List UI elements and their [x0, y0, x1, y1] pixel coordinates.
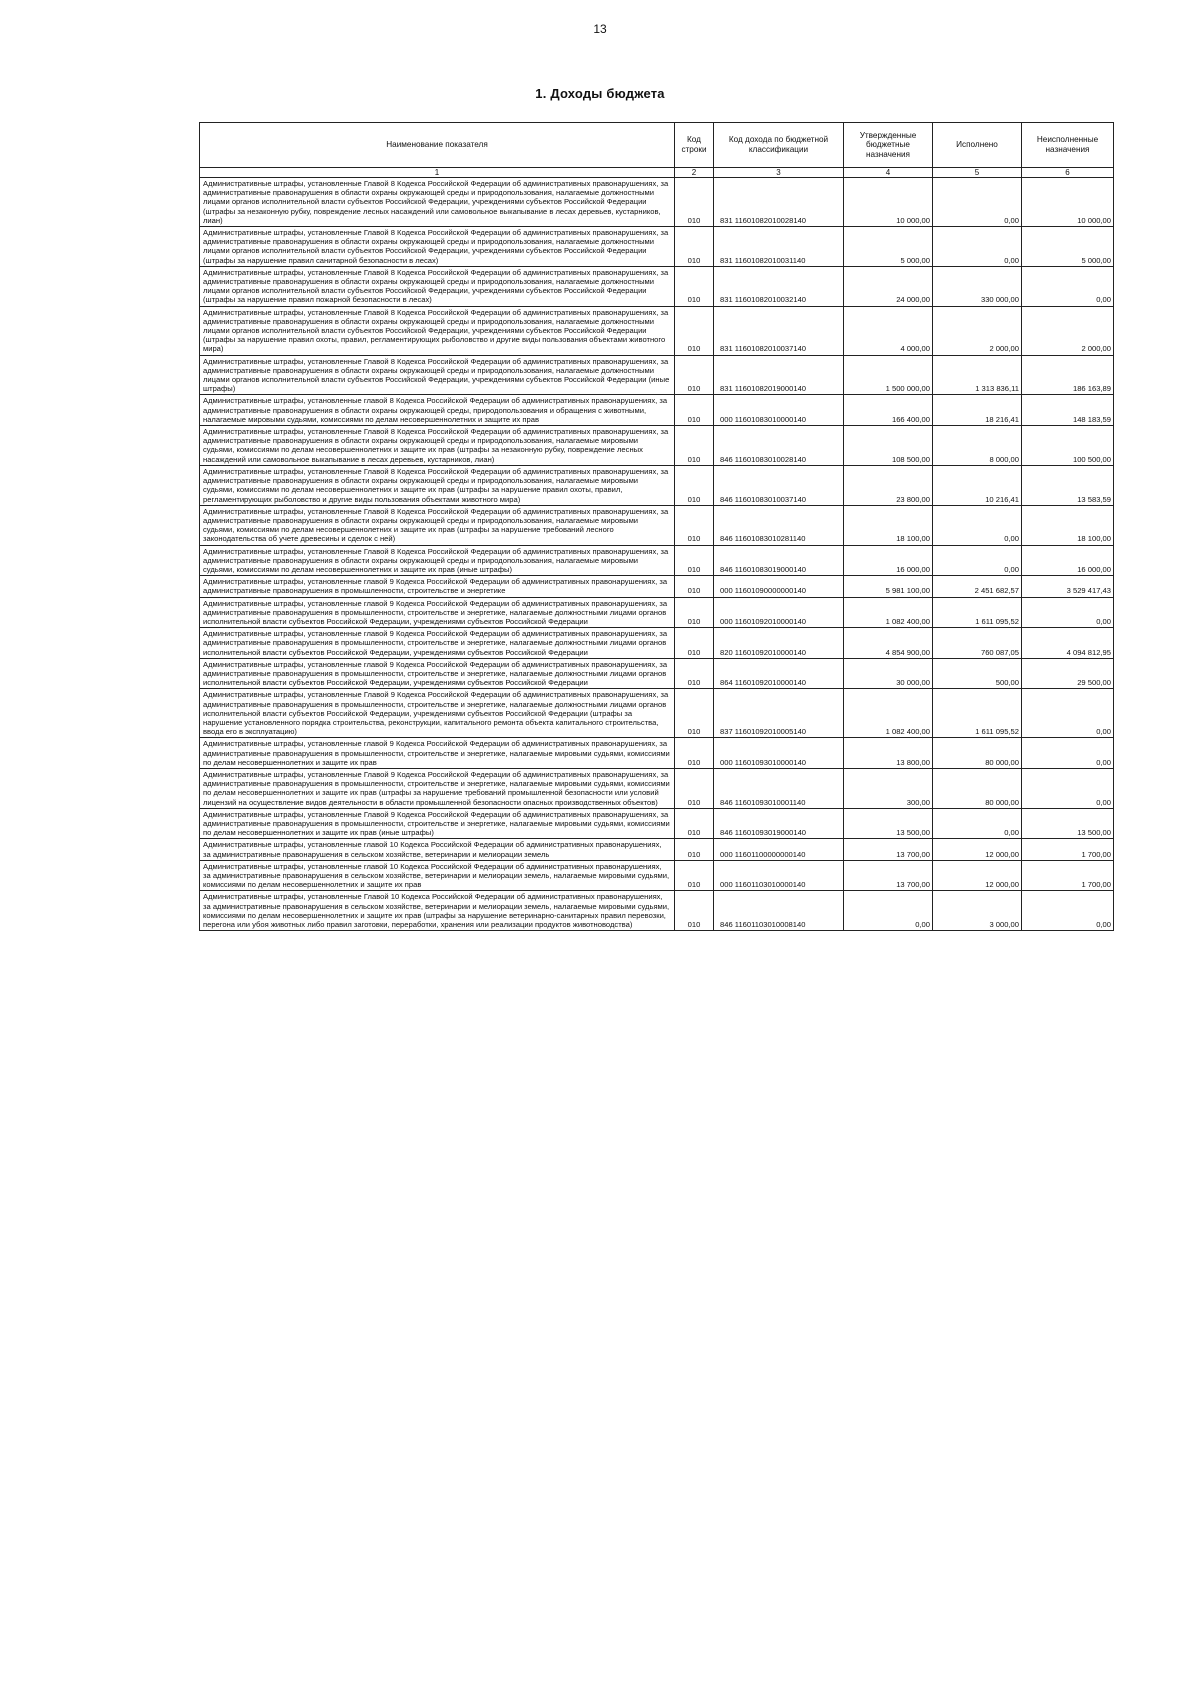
row-executed: 1 313 836,11 — [933, 355, 1022, 395]
table-row — [200, 576, 1114, 597]
table-row — [200, 689, 1114, 738]
row-approved: 1 082 400,00 — [844, 597, 933, 628]
row-approved: 13 500,00 — [844, 808, 933, 839]
row-budget-code: 846 11601083010281140 — [714, 505, 844, 545]
table-row — [200, 891, 1114, 931]
row-executed: 1 611 095,52 — [933, 597, 1022, 628]
row-budget-code: 000 11601092010000140 — [714, 597, 844, 628]
row-name: Административные штрафы, установленные Главой 10 Кодекса Российской Федерации об административных правонарушениях, за административные правонарушения в сельском хозяйстве, ветеринарии и мелиорации земель, налагаемые мировыми судьями, комиссиями по делам несовершеннолетних и защите их прав (штрафы за нарушение ветеринарно-санитарных правил перевозки, перегона или убоя животных либо правил заготовки, переработки, хранения или реализации продуктов животноводства) — [200, 891, 675, 931]
row-line-code: 010 — [675, 860, 714, 891]
table-row — [200, 306, 1114, 355]
header-kbk: Код дохода по бюджетной классификации — [714, 123, 844, 168]
row-name: Административные штрафы, установленные Главой 8 Кодекса Российской Федерации об административных правонарушениях, за административные правонарушения в области охраны окружающей среды и природопользования, налагаемые мировыми судьями, комиссиями по делам несовершеннолетних и защите их прав (иные штрафы) — [200, 545, 675, 576]
row-budget-code: 000 11601100000000140 — [714, 839, 844, 860]
row-line-code: 010 — [675, 689, 714, 738]
row-line-code: 010 — [675, 658, 714, 689]
row-line-code: 010 — [675, 505, 714, 545]
row-executed: 330 000,00 — [933, 266, 1022, 306]
row-unexecuted: 3 529 417,43 — [1022, 576, 1114, 597]
row-unexecuted: 0,00 — [1022, 689, 1114, 738]
row-line-code: 010 — [675, 768, 714, 808]
row-unexecuted: 5 000,00 — [1022, 227, 1114, 267]
table-row — [200, 839, 1114, 860]
row-line-code: 010 — [675, 839, 714, 860]
row-line-code: 010 — [675, 808, 714, 839]
table-row — [200, 178, 1114, 227]
column-number: 3 — [714, 168, 844, 178]
row-approved: 300,00 — [844, 768, 933, 808]
column-number: 5 — [933, 168, 1022, 178]
row-budget-code: 846 11601083010037140 — [714, 465, 844, 505]
row-name: Административные штрафы, установленные Главой 8 Кодекса Российской Федерации об административных правонарушениях, за административные правонарушения в области охраны окружающей среды и природопользования, налагаемые должностными лицами органов исполнительной власти субъектов Российской Федерации, учреждениями субъектов Российской Федерации (штрафы за нарушение правил санитарной безопасности в лесах) — [200, 227, 675, 267]
table-row — [200, 768, 1114, 808]
row-unexecuted: 100 500,00 — [1022, 426, 1114, 466]
row-executed: 0,00 — [933, 808, 1022, 839]
column-number: 2 — [675, 168, 714, 178]
row-line-code: 010 — [675, 576, 714, 597]
page-number: 13 — [593, 22, 607, 36]
budget-income-table — [199, 122, 1114, 931]
table-body — [200, 178, 1114, 931]
row-executed: 0,00 — [933, 545, 1022, 576]
table-row — [200, 808, 1114, 839]
table-row — [200, 395, 1114, 426]
row-name: Административные штрафы, установленные Главой 8 Кодекса Российской Федерации об административных правонарушениях, за административные правонарушения в области охраны окружающей среды и природопользования, налагаемые должностными лицами органов исполнительной власти субъектов Российской Федерации, учреждениями субъектов Российской Федерации (штрафы за нарушение правил пожарной безопасности в лесах) — [200, 266, 675, 306]
row-line-code: 010 — [675, 355, 714, 395]
row-name: Административные штрафы, установленные Главой 8 Кодекса Российской Федерации об административных правонарушениях, за административные правонарушения в области охраны окружающей среды и природопользования, налагаемые мировыми судьями, комиссиями по делам несовершеннолетних и защите их прав (штрафы за нарушение правил охоты, правил, регламентирующих рыболовство и другие виды пользования объектами животного мира) — [200, 465, 675, 505]
row-approved: 10 000,00 — [844, 178, 933, 227]
row-budget-code: 837 11601092010005140 — [714, 689, 844, 738]
row-approved: 13 700,00 — [844, 839, 933, 860]
row-approved: 18 100,00 — [844, 505, 933, 545]
row-executed: 1 611 095,52 — [933, 689, 1022, 738]
row-approved: 23 800,00 — [844, 465, 933, 505]
row-approved: 4 854 900,00 — [844, 628, 933, 659]
row-approved: 5 981 100,00 — [844, 576, 933, 597]
row-approved: 166 400,00 — [844, 395, 933, 426]
row-line-code: 010 — [675, 306, 714, 355]
row-unexecuted: 13 500,00 — [1022, 808, 1114, 839]
row-name: Административные штрафы, установленные Главой 9 Кодекса Российской Федерации об административных правонарушениях, за административные правонарушения в промышленности, строительстве и энергетике, налагаемые мировыми судьями, комиссиями по делам несовершеннолетних и защите их прав (штрафы за нарушение требований промышленной безопасности или условий лицензий на осуществление видов деятельности в области промышленной безопасности опасных производственных объектов) — [200, 768, 675, 808]
table-row — [200, 426, 1114, 466]
table-row — [200, 465, 1114, 505]
row-approved: 108 500,00 — [844, 426, 933, 466]
row-name: Административные штрафы, установленные главой 9 Кодекса Российской Федерации об административных правонарушениях, за административные правонарушения в промышленности, строительстве и энергетике, налагаемые должностными лицами органов исполнительной власти субъектов Российской Федерации, учреждениями субъектов Российской Федерации — [200, 628, 675, 659]
row-executed: 8 000,00 — [933, 426, 1022, 466]
table-row — [200, 628, 1114, 659]
row-line-code: 010 — [675, 178, 714, 227]
row-line-code: 010 — [675, 628, 714, 659]
row-approved: 0,00 — [844, 891, 933, 931]
row-name: Административные штрафы, установленные главой 10 Кодекса Российской Федерации об административных правонарушениях, за административные правонарушения в сельском хозяйстве, ветеринарии и мелиорации земель, налагаемые мировыми судьями, комиссиями по делам несовершеннолетних и защите их прав — [200, 860, 675, 891]
page-title: 1. Доходы бюджета — [535, 86, 665, 101]
row-approved: 5 000,00 — [844, 227, 933, 267]
row-executed: 18 216,41 — [933, 395, 1022, 426]
row-approved: 16 000,00 — [844, 545, 933, 576]
table-row — [200, 597, 1114, 628]
row-budget-code: 846 11601083010028140 — [714, 426, 844, 466]
row-executed: 12 000,00 — [933, 839, 1022, 860]
row-name: Административные штрафы, установленные Главой 8 Кодекса Российской Федерации об административных правонарушениях, за административные правонарушения в области охраны окружающей среды и природопользования, налагаемые мировыми судьями, комиссиями по делам несовершеннолетних и защите их прав (штрафы за незаконную рубку, повреждение лесных насаждений или самовольное выкапывание в лесах деревьев, кустарников, лиан) — [200, 426, 675, 466]
row-budget-code: 831 11601082010037140 — [714, 306, 844, 355]
row-executed: 10 216,41 — [933, 465, 1022, 505]
row-unexecuted: 1 700,00 — [1022, 860, 1114, 891]
row-unexecuted: 0,00 — [1022, 891, 1114, 931]
row-name: Административные штрафы, установленные главой 8 Кодекса Российской Федерации об административных правонарушениях, за административные правонарушения в области охраны окружающей среды, природопользования и обращения с животными, налагаемые мировыми судьями, комиссиями по делам несовершеннолетних и защите их прав — [200, 395, 675, 426]
row-unexecuted: 148 183,59 — [1022, 395, 1114, 426]
row-name: Административные штрафы, установленные Главой 8 Кодекса Российской Федерации об административных правонарушениях, за административные правонарушения в области охраны окружающей среды и природопользования, налагаемые мировыми судьями, комиссиями по делам несовершеннолетних и защите их прав (штрафы за нарушение требований лесного законодательства об учете древесины и сделок с ней) — [200, 505, 675, 545]
header-unexecuted: Неисполненные назначения — [1022, 123, 1114, 168]
table-row — [200, 355, 1114, 395]
row-name: Административные штрафы, установленные главой 9 Кодекса Российской Федерации об административных правонарушениях, за административные правонарушения в промышленности, строительстве и энергетике, налагаемые мировыми судьями, комиссиями по делам несовершеннолетних и защите их прав — [200, 738, 675, 769]
row-executed: 3 000,00 — [933, 891, 1022, 931]
row-budget-code: 000 11601093010000140 — [714, 738, 844, 769]
row-approved: 30 000,00 — [844, 658, 933, 689]
row-line-code: 010 — [675, 545, 714, 576]
row-executed: 2 000,00 — [933, 306, 1022, 355]
row-name: Административные штрафы, установленные Главой 8 Кодекса Российской Федерации об административных правонарушениях, за административные правонарушения в области охраны окружающей среды и природопользования, налагаемые должностными лицами органов исполнительной власти субъектов Российской Федерации, учреждениями субъектов Российской Федерации (штрафы за нарушение правил охоты, правил, регламентирующих рыболовство и другие виды пользования объектами животного мира) — [200, 306, 675, 355]
row-line-code: 010 — [675, 891, 714, 931]
row-unexecuted: 0,00 — [1022, 266, 1114, 306]
row-unexecuted: 4 094 812,95 — [1022, 628, 1114, 659]
row-unexecuted: 16 000,00 — [1022, 545, 1114, 576]
table-row — [200, 266, 1114, 306]
row-approved: 1 082 400,00 — [844, 689, 933, 738]
row-budget-code: 831 11601082010032140 — [714, 266, 844, 306]
row-name: Административные штрафы, установленные Главой 8 Кодекса Российской Федерации об административных правонарушениях, за административные правонарушения в области охраны окружающей среды и природопользования, налагаемые должностными лицами органов исполнительной власти субъектов Российской Федерации, учреждениями субъектов Российской Федерации (штрафы за незаконную рубку, повреждение лесных насаждений или самовольное выкапывание в лесах деревьев, кустарников, лиан) — [200, 178, 675, 227]
table-header-row — [200, 123, 1114, 168]
row-line-code: 010 — [675, 465, 714, 505]
row-name: Административные штрафы, установленные главой 9 Кодекса Российской Федерации об административных правонарушениях, за административные правонарушения в промышленности, строительстве и энергетике — [200, 576, 675, 597]
column-number: 6 — [1022, 168, 1114, 178]
row-budget-code: 820 11601092010000140 — [714, 628, 844, 659]
row-executed: 500,00 — [933, 658, 1022, 689]
row-unexecuted: 0,00 — [1022, 768, 1114, 808]
row-approved: 1 500 000,00 — [844, 355, 933, 395]
column-number: 1 — [200, 168, 675, 178]
column-number-row — [200, 168, 1114, 178]
row-name: Административные штрафы, установленные Главой 9 Кодекса Российской Федерации об административных правонарушениях, за административные правонарушения в промышленности, строительстве и энергетике, налагаемые мировыми судьями, комиссиями по делам несовершеннолетних и защите их прав (иные штрафы) — [200, 808, 675, 839]
row-budget-code: 831 11601082010031140 — [714, 227, 844, 267]
row-executed: 12 000,00 — [933, 860, 1022, 891]
row-executed: 0,00 — [933, 227, 1022, 267]
row-unexecuted: 0,00 — [1022, 597, 1114, 628]
row-line-code: 010 — [675, 395, 714, 426]
row-executed: 0,00 — [933, 178, 1022, 227]
header-name: Наименование показателя — [200, 123, 675, 168]
row-budget-code: 000 11601083010000140 — [714, 395, 844, 426]
row-budget-code: 864 11601092010000140 — [714, 658, 844, 689]
row-name: Административные штрафы, установленные главой 9 Кодекса Российской Федерации об административных правонарушениях, за административные правонарушения в промышленности, строительстве и энергетике, налагаемые должностными лицами органов исполнительной власти субъектов Российской Федерации, учреждениями субъектов Российской Федерации — [200, 597, 675, 628]
header-code: Код строки — [675, 123, 714, 168]
row-approved: 13 800,00 — [844, 738, 933, 769]
row-budget-code: 831 11601082019000140 — [714, 355, 844, 395]
row-unexecuted: 1 700,00 — [1022, 839, 1114, 860]
table-row — [200, 860, 1114, 891]
header-approved: Утвержденные бюджетные назначения — [844, 123, 933, 168]
row-line-code: 010 — [675, 266, 714, 306]
row-budget-code: 831 11601082010028140 — [714, 178, 844, 227]
row-line-code: 010 — [675, 738, 714, 769]
table-row — [200, 505, 1114, 545]
row-unexecuted: 0,00 — [1022, 738, 1114, 769]
row-line-code: 010 — [675, 227, 714, 267]
row-unexecuted: 10 000,00 — [1022, 178, 1114, 227]
row-approved: 4 000,00 — [844, 306, 933, 355]
row-budget-code: 846 11601083019000140 — [714, 545, 844, 576]
row-unexecuted: 2 000,00 — [1022, 306, 1114, 355]
row-unexecuted: 29 500,00 — [1022, 658, 1114, 689]
row-budget-code: 846 11601093019000140 — [714, 808, 844, 839]
row-executed: 0,00 — [933, 505, 1022, 545]
row-unexecuted: 13 583,59 — [1022, 465, 1114, 505]
row-executed: 760 087,05 — [933, 628, 1022, 659]
row-executed: 80 000,00 — [933, 738, 1022, 769]
row-name: Административные штрафы, установленные главой 10 Кодекса Российской Федерации об административных правонарушениях, за административные правонарушения в сельском хозяйстве, ветеринарии и мелиорации земель — [200, 839, 675, 860]
row-executed: 80 000,00 — [933, 768, 1022, 808]
table-row — [200, 658, 1114, 689]
column-number: 4 — [844, 168, 933, 178]
row-approved: 24 000,00 — [844, 266, 933, 306]
row-line-code: 010 — [675, 426, 714, 466]
row-name: Административные штрафы, установленные Главой 8 Кодекса Российской Федерации об административных правонарушениях, за административные правонарушения в области охраны окружающей среды и природопользования, налагаемые должностными лицами органов исполнительной власти субъектов Российской Федерации, учреждениями субъектов Российской Федерации (иные штрафы) — [200, 355, 675, 395]
table-row — [200, 738, 1114, 769]
row-budget-code: 846 11601103010008140 — [714, 891, 844, 931]
row-name: Административные штрафы, установленные главой 9 Кодекса Российской Федерации об административных правонарушениях, за административные правонарушения в промышленности, строительстве и энергетике, налагаемые должностными лицами органов исполнительной власти субъектов Российской Федерации, учреждениями субъектов Российской Федерации — [200, 658, 675, 689]
row-unexecuted: 186 163,89 — [1022, 355, 1114, 395]
table-row — [200, 227, 1114, 267]
row-budget-code: 000 11601103010000140 — [714, 860, 844, 891]
row-approved: 13 700,00 — [844, 860, 933, 891]
header-executed: Исполнено — [933, 123, 1022, 168]
row-unexecuted: 18 100,00 — [1022, 505, 1114, 545]
row-line-code: 010 — [675, 597, 714, 628]
table-row — [200, 545, 1114, 576]
row-executed: 2 451 682,57 — [933, 576, 1022, 597]
row-budget-code: 846 11601093010001140 — [714, 768, 844, 808]
row-name: Административные штрафы, установленные Главой 9 Кодекса Российской Федерации об административных правонарушениях, за административные правонарушения в промышленности, строительстве и энергетике, налагаемые должностными лицами органов исполнительной власти субъектов Российской Федерации, учреждениями субъектов Российской Федерации (штрафы за нарушение установленного порядка строительства, реконструкции, капитального ремонта объекта капитального строительства, ввода его в эксплуатацию) — [200, 689, 675, 738]
row-budget-code: 000 11601090000000140 — [714, 576, 844, 597]
